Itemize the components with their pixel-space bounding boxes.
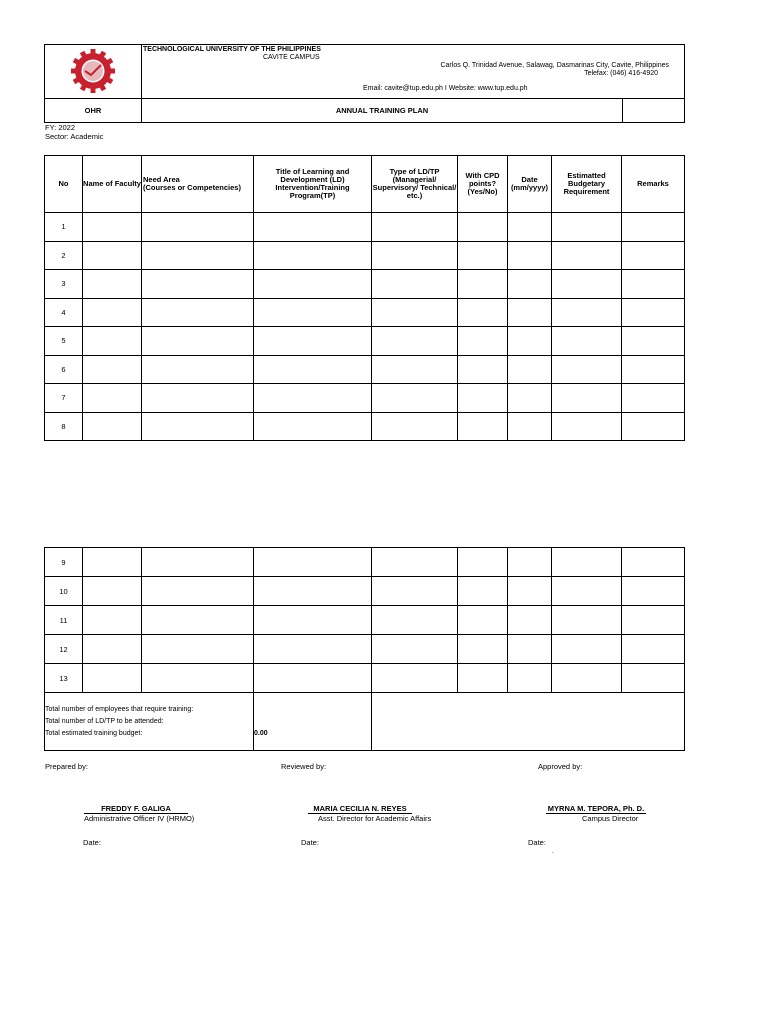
cell-cpd[interactable]: [458, 412, 508, 441]
totals-values: [254, 693, 372, 751]
cell-type[interactable]: [372, 298, 458, 327]
cell-title[interactable]: [254, 664, 372, 693]
totals-row: [45, 693, 685, 751]
cell-date[interactable]: [508, 213, 552, 242]
cell-remarks[interactable]: [622, 606, 685, 635]
cell-date[interactable]: [508, 384, 552, 413]
col-header-remarks: Remarks: [622, 156, 685, 213]
reviewed-by-label: Reviewed by:: [281, 762, 327, 771]
col-header-type: Type of LD/TP (Managerial/ Supervisory/ Technical/ etc.): [372, 156, 458, 213]
letterhead: [44, 44, 685, 123]
cell-date[interactable]: [508, 606, 552, 635]
cell-budget[interactable]: [552, 355, 622, 384]
prepared-by-name: FREDDY F. GALIGA: [84, 804, 188, 814]
table-row: [45, 664, 685, 693]
cell-title[interactable]: [254, 298, 372, 327]
col-header-budget: Estimatted Budgetary Requirement: [552, 156, 622, 213]
prepared-by-label: Prepared by:: [45, 762, 88, 771]
row-number: 4: [45, 298, 83, 327]
cell-date[interactable]: [508, 241, 552, 270]
cell-budget[interactable]: [552, 412, 622, 441]
cell-type[interactable]: [372, 577, 458, 606]
cell-faculty[interactable]: [83, 384, 142, 413]
table-row: [45, 635, 685, 664]
cell-budget[interactable]: [552, 327, 622, 356]
cell-type[interactable]: [372, 213, 458, 242]
row-number: 10: [45, 577, 83, 606]
row-number: 5: [45, 327, 83, 356]
cell-type[interactable]: [372, 327, 458, 356]
logo-cell: [45, 45, 142, 99]
form-title: ANNUAL TRAINING PLAN: [142, 99, 623, 123]
cell-date[interactable]: [508, 327, 552, 356]
cell-title[interactable]: [254, 270, 372, 299]
cell-budget[interactable]: [552, 577, 622, 606]
table-row: [45, 270, 685, 299]
cell-need-area[interactable]: [142, 241, 254, 270]
cell-need-area[interactable]: [142, 548, 254, 577]
cell-cpd[interactable]: [458, 664, 508, 693]
cell-faculty[interactable]: [83, 327, 142, 356]
cell-budget[interactable]: [552, 270, 622, 299]
cell-faculty[interactable]: [83, 664, 142, 693]
totals-blank: [372, 693, 685, 751]
cell-date[interactable]: [508, 548, 552, 577]
tup-seal-icon: [69, 47, 117, 95]
cell-type[interactable]: [372, 412, 458, 441]
approved-by-date: Date:: [528, 838, 546, 847]
cell-type[interactable]: [372, 270, 458, 299]
row-number: 9: [45, 548, 83, 577]
col-header-faculty: Name of Faculty: [83, 156, 142, 213]
blank-cell: [623, 99, 685, 123]
cell-remarks[interactable]: [622, 412, 685, 441]
prepared-by-date: Date:: [83, 838, 101, 847]
cell-title[interactable]: [254, 355, 372, 384]
table-row: [45, 384, 685, 413]
approved-by-title: Campus Director: [582, 814, 639, 823]
cell-date[interactable]: [508, 270, 552, 299]
table-row: [45, 327, 685, 356]
fiscal-year: FY: 2022: [45, 123, 76, 132]
cell-cpd[interactable]: [458, 355, 508, 384]
cell-faculty[interactable]: [83, 241, 142, 270]
cell-cpd[interactable]: [458, 635, 508, 664]
cell-remarks[interactable]: [622, 213, 685, 242]
cell-faculty[interactable]: [83, 635, 142, 664]
cell-faculty[interactable]: [83, 606, 142, 635]
cell-need-area[interactable]: [142, 298, 254, 327]
row-number: 8: [45, 412, 83, 441]
total-ldtp-label: Total number of LD/TP to be attended:: [45, 717, 164, 725]
cell-title[interactable]: [254, 606, 372, 635]
reviewed-by-name: MARIA CECILIA N. REYES: [308, 804, 412, 814]
row-number: 11: [45, 606, 83, 635]
row-number: 6: [45, 355, 83, 384]
cell-title[interactable]: [254, 213, 372, 242]
cell-remarks[interactable]: [622, 635, 685, 664]
col-header-cpd: With CPD points? (Yes/No): [458, 156, 508, 213]
totals-labels: [45, 693, 254, 751]
cell-remarks[interactable]: [622, 241, 685, 270]
cell-date[interactable]: [508, 412, 552, 441]
cell-faculty[interactable]: [83, 548, 142, 577]
cell-cpd[interactable]: [458, 213, 508, 242]
cell-budget[interactable]: [552, 664, 622, 693]
cell-cpd[interactable]: [458, 270, 508, 299]
campus-address: Carlos Q. Trinidad Avenue, Salawag, Dasmarinas City, Cavite, Philippines: [440, 62, 669, 69]
cell-cpd[interactable]: [458, 298, 508, 327]
cell-faculty[interactable]: [83, 412, 142, 441]
cell-cpd[interactable]: [458, 606, 508, 635]
cell-remarks[interactable]: [622, 577, 685, 606]
sector: Sector: Academic: [45, 132, 104, 141]
prepared-by-title: Administrative Officer IV (HRMO): [84, 814, 195, 823]
cell-need-area[interactable]: [142, 635, 254, 664]
table-row: [45, 412, 685, 441]
letterhead-text: [142, 45, 685, 99]
cell-remarks[interactable]: [622, 384, 685, 413]
cell-need-area[interactable]: [142, 606, 254, 635]
cell-type[interactable]: [372, 664, 458, 693]
cell-budget[interactable]: [552, 606, 622, 635]
cell-remarks[interactable]: [622, 270, 685, 299]
total-budget-value: 0.00: [254, 729, 268, 737]
cell-need-area[interactable]: [142, 412, 254, 441]
cell-type[interactable]: [372, 241, 458, 270]
campus-name: CAVITE CAMPUS: [263, 54, 320, 61]
cell-faculty[interactable]: [83, 298, 142, 327]
cell-faculty[interactable]: [83, 355, 142, 384]
cell-budget[interactable]: [552, 635, 622, 664]
cell-remarks[interactable]: [622, 327, 685, 356]
total-budget-label: Total estimated training budget:: [45, 729, 143, 737]
row-number: 12: [45, 635, 83, 664]
cell-type[interactable]: [372, 384, 458, 413]
row-number: 1: [45, 213, 83, 242]
cell-remarks[interactable]: [622, 548, 685, 577]
cell-faculty[interactable]: [83, 577, 142, 606]
table-row: [45, 548, 685, 577]
approved-by-name: MYRNA M. TEPORA, Ph. D.: [547, 804, 645, 813]
office-code: OHR: [45, 99, 142, 123]
cell-title[interactable]: [254, 241, 372, 270]
cell-cpd[interactable]: [458, 548, 508, 577]
cell-type[interactable]: [372, 548, 458, 577]
cell-remarks[interactable]: [622, 355, 685, 384]
training-plan-table-continued: [44, 547, 685, 751]
cell-budget[interactable]: [552, 384, 622, 413]
university-name: TECHNOLOGICAL UNIVERSITY OF THE PHILIPPINES: [143, 46, 321, 53]
cell-title[interactable]: [254, 327, 372, 356]
cell-remarks[interactable]: [622, 664, 685, 693]
row-number: 13: [45, 664, 83, 693]
contact-info: Email: cavite@tup.edu.ph I Website: www.tup.edu.ph: [363, 85, 528, 92]
cell-date[interactable]: [508, 577, 552, 606]
cell-faculty[interactable]: [83, 213, 142, 242]
cell-need-area[interactable]: [142, 213, 254, 242]
cell-date[interactable]: [508, 664, 552, 693]
cell-cpd[interactable]: [458, 384, 508, 413]
cell-date[interactable]: [508, 298, 552, 327]
cell-title[interactable]: [254, 412, 372, 441]
cell-title[interactable]: [254, 577, 372, 606]
cell-budget[interactable]: [552, 548, 622, 577]
cell-title[interactable]: [254, 548, 372, 577]
table-row: [45, 606, 685, 635]
cell-need-area[interactable]: [142, 355, 254, 384]
cell-remarks[interactable]: [622, 298, 685, 327]
cell-title[interactable]: [254, 384, 372, 413]
cell-type[interactable]: [372, 606, 458, 635]
table-row: [45, 298, 685, 327]
reviewed-by-title: Asst. Director for Academic Affairs: [318, 814, 432, 823]
cell-type[interactable]: [372, 635, 458, 664]
cell-date[interactable]: [508, 635, 552, 664]
cell-type[interactable]: [372, 355, 458, 384]
table-row: [45, 355, 685, 384]
total-employees-label: Total number of employees that require training:: [45, 705, 194, 713]
cell-cpd[interactable]: [458, 241, 508, 270]
table-row: [45, 577, 685, 606]
cell-budget[interactable]: [552, 213, 622, 242]
cell-need-area[interactable]: [142, 384, 254, 413]
col-header-date: Date (mm/yyyy): [508, 156, 552, 213]
table-row: [45, 241, 685, 270]
cell-cpd[interactable]: [458, 327, 508, 356]
reviewed-by-date: Date:: [301, 838, 319, 847]
footer-mark: .: [552, 848, 554, 855]
cell-title[interactable]: [254, 635, 372, 664]
table-row: [45, 213, 685, 242]
approved-by-label: Approved by:: [538, 762, 583, 771]
row-number: 3: [45, 270, 83, 299]
row-number: 7: [45, 384, 83, 413]
col-header-need-area: Need Area (Courses or Competencies): [142, 156, 254, 213]
col-header-no: No: [45, 156, 83, 213]
row-number: 2: [45, 241, 83, 270]
cell-cpd[interactable]: [458, 577, 508, 606]
cell-budget[interactable]: [552, 298, 622, 327]
cell-need-area[interactable]: [142, 577, 254, 606]
cell-faculty[interactable]: [83, 270, 142, 299]
col-header-title: Title of Learning and Development (LD) Intervention/Training Program(TP): [254, 156, 372, 213]
cell-budget[interactable]: [552, 241, 622, 270]
cell-need-area[interactable]: [142, 664, 254, 693]
cell-date[interactable]: [508, 355, 552, 384]
telefax: Telefax: (046) 416-4920: [584, 70, 658, 77]
cell-need-area[interactable]: [142, 327, 254, 356]
cell-need-area[interactable]: [142, 270, 254, 299]
training-plan-table: [44, 155, 685, 441]
